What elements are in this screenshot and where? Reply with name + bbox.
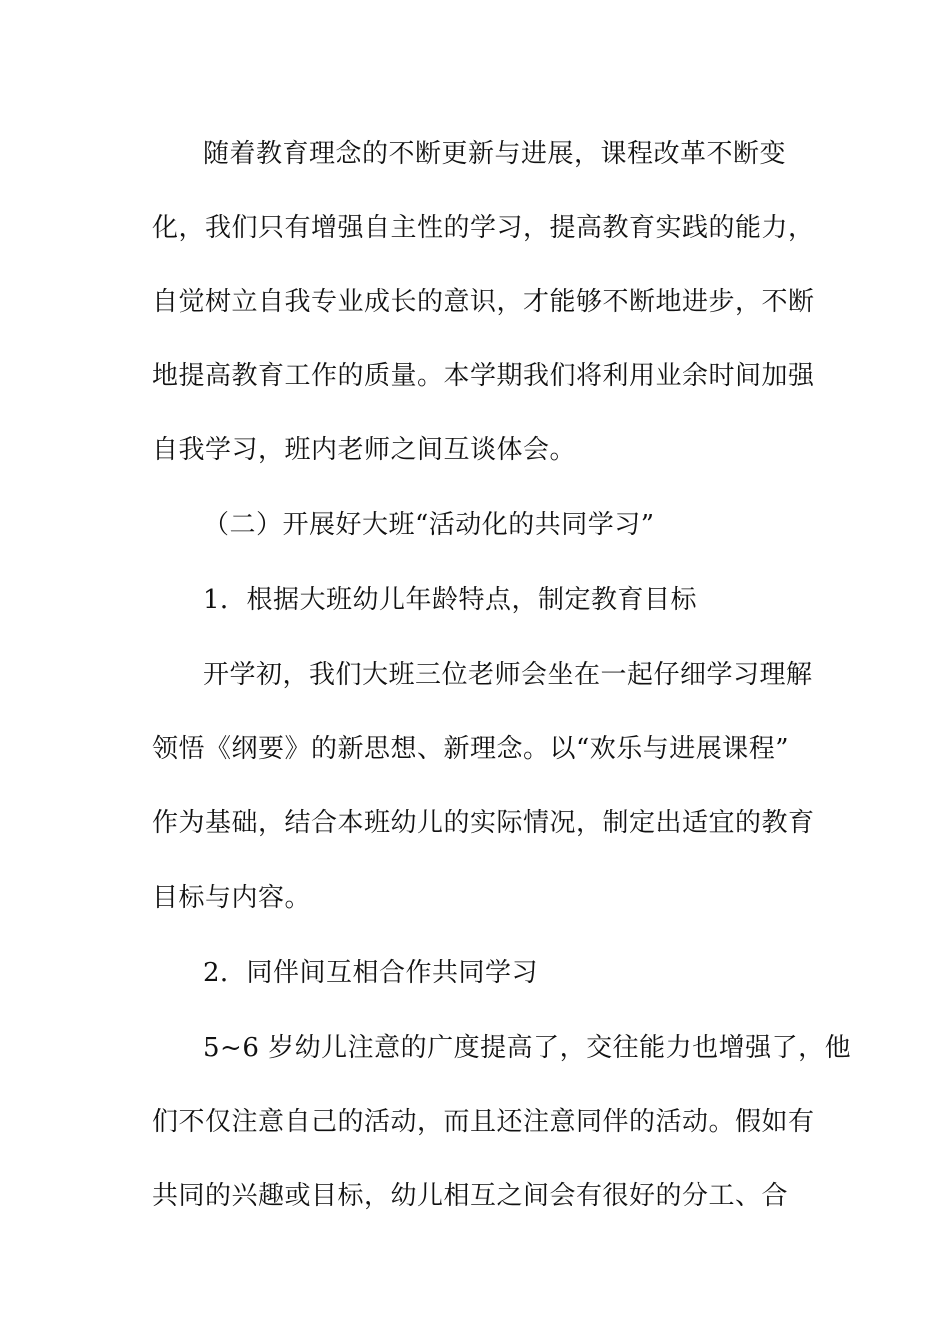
paragraph-line: 们不仅注意自己的活动，而且还注意同伴的活动。假如有 xyxy=(152,1107,815,1137)
paragraph-line: 共同的兴趣或目标，幼儿相互之间会有很好的分工、合 xyxy=(152,1181,789,1211)
paragraph-line: 地提高教育工作的质量。本学期我们将利用业余时间加强 xyxy=(152,361,815,391)
paragraph-line: 作为基础，结合本班幼儿的实际情况，制定出适宜的教育 xyxy=(152,808,815,838)
paragraph-line: 目标与内容。 xyxy=(152,883,312,913)
subsection-heading: 2．同伴间互相合作共同学习 xyxy=(203,958,539,988)
paragraph-line: 开学初，我们大班三位老师会坐在一起仔细学习理解 xyxy=(203,660,813,690)
subsection-heading: 1．根据大班幼儿年龄特点，制定教育目标 xyxy=(203,585,698,615)
paragraph-line: 领悟《纲要》的新思想、新理念。以“欢乐与进展课程” xyxy=(152,734,790,764)
paragraph-line: 自我学习，班内老师之间互谈体会。 xyxy=(152,435,577,465)
paragraph-line: 自觉树立自我专业成长的意识，才能够不断地进步，不断 xyxy=(152,287,815,317)
paragraph-line: 化，我们只有增强自主性的学习，提高教育实践的能力， xyxy=(152,213,815,243)
section-heading: （二）开展好大班“活动化的共同学习” xyxy=(203,510,655,540)
paragraph-line: 5~6 岁幼儿注意的广度提高了，交往能力也增强了，他 xyxy=(203,1033,852,1063)
paragraph-line: 随着教育理念的不断更新与进展，课程改革不断变 xyxy=(203,139,787,169)
